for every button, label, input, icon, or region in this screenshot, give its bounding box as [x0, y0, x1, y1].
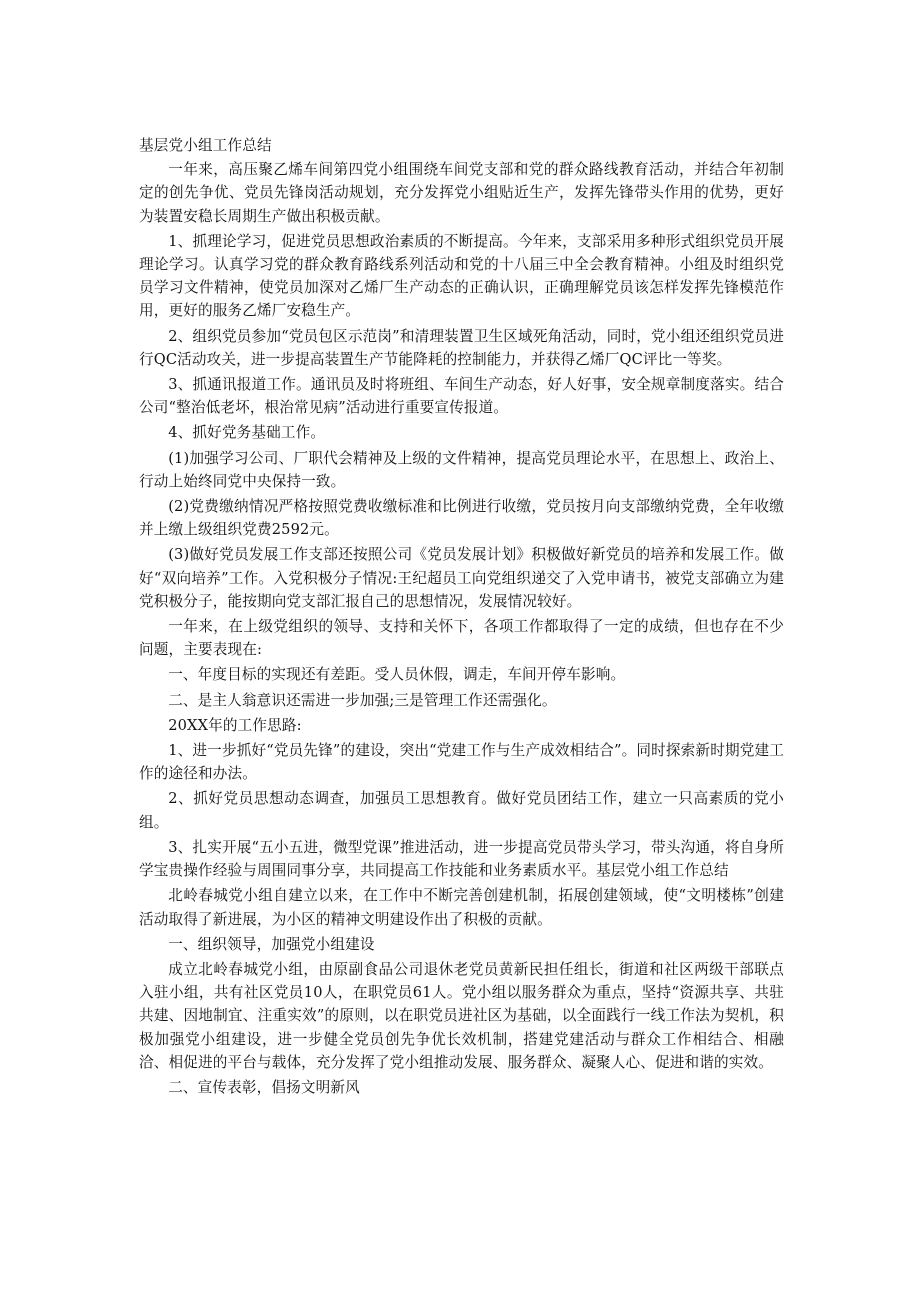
paragraph: 2、组织党员参加“党员包区示范岗”和清理装置卫生区域死角活动，同时，党小组还组织党员进行QC活动攻关，进一步提高装置生产节能降耗的控制能力，并获得乙烯厂QC评比一等奖。: [139, 327, 784, 368]
paragraph: 1、进一步抓好“党员先锋”的建设，突出“党建工作与生产成效相结合”。同时探索新时期党建工作的途径和办法。: [139, 742, 784, 783]
paragraph: 一年来，高压聚乙烯车间第四党小组围绕车间党支部和党的群众路线教育活动，并结合年初制定的创先争优、党员先锋岗活动规划，充分发挥党小组贴近生产，发挥先锋带头作用的优势，更好为装置安稳长周期生产做出积极贡献。: [139, 161, 784, 225]
paragraph: 1、抓理论学习，促进党员思想政治素质的不断提高。今年来，支部采用多种形式组织党员开展理论学习。认真学习党的群众教育路线系列活动和党的十八届三中全会教育精神。小组及时组织党员学习文件精神，使党员加深对乙烯厂生产动态的正确认识，正确理解党员该怎样发挥先锋模范作用，更好的服务乙烯厂安稳生产。: [139, 232, 784, 320]
paragraph: 一年来，在上级党组织的领导、支持和关怀下，各项工作都取得了一定的成绩，但也存在不少问题，主要表现在:: [139, 618, 784, 659]
paragraph: (2)党费缴纳情况严格按照党费收缴标准和比例进行收缴，党员按月向支部缴纳党费，全年收缴并上缴上级组织党费2592元。: [139, 498, 784, 539]
document-body: [139, 134, 784, 1099]
paragraph: 北岭春城党小组自建立以来，在工作中不断完善创建机制，拓展创建领域，使“文明楼栋”创建活动取得了新进展，为小区的精神文明建设作出了积极的贡献。: [139, 887, 784, 928]
paragraph: 二、是主人翁意识还需进一步加强;三是管理工作还需强化。: [168, 691, 557, 709]
paragraph: 3、抓通讯报道工作。通讯员及时将班组、车间生产动态，好人好事，安全规章制度落实。结合公司“整治低老坏，根治常见病”活动进行重要宣传报道。: [139, 376, 784, 417]
paragraph: (3)做好党员发展工作支部还按照公司《党员发展计划》积极做好新党员的培养和发展工作。做好“双向培养”工作。入党积极分子情况:王纪超员工向党组织递交了入党申请书，被党支部确立为建党积极分子，能按期向党支部汇报自己的思想情况，发展情况较好。: [139, 546, 784, 610]
document-title: 基层党小组工作总结: [139, 137, 272, 154]
paragraph: 3、扎实开展“五小五进，微型党课”推进活动，进一步提高党员带头学习，带头沟通，将自身所学宝贵操作经验与周围同事分享，共同提高工作技能和业务素质水平。基层党小组工作总结: [139, 838, 784, 880]
section-heading: 二、宣传表彰，倡扬文明新风: [168, 1078, 360, 1096]
paragraph: 成立北岭春城党小组，由原副食品公司退休老党员黄新民担任组长，街道和社区两级干部联点入驻小组，共有社区党员10人，在职党员61人。党小组以服务群众为重点，坚持“资源共享、共驻共建、因地制宜、注重实效”的原则，以在职党员进社区为基础，以全面践行一线工作法为契机，积极加强党小组建设，进一步健全党员创先争优长效机制，搭建党建活动与群众工作相结合、相融洽、相促进的平台与载体，充分发挥了党小组推动发展、服务群众、凝聚人心、促进和谐的实效。: [139, 960, 784, 1071]
paragraph: 一、年度目标的实现还有差距。受人员休假，调走，车间开停车影响。: [168, 666, 626, 684]
paragraph: 2、抓好党员思想动态调查，加强员工思想教育。做好党员团结工作，建立一只高素质的党小组。: [139, 790, 784, 831]
section-heading: 一、组织领导，加强党小组建设: [168, 935, 375, 953]
paragraph: 4、抓好党务基础工作。: [168, 424, 326, 442]
paragraph: 20XX年的工作思路:: [168, 716, 302, 734]
paragraph: (1)加强学习公司、厂职代会精神及上级的文件精神，提高党员理论水平，在思想上、政治上、行动上始终同党中央保持一致。: [139, 449, 784, 490]
